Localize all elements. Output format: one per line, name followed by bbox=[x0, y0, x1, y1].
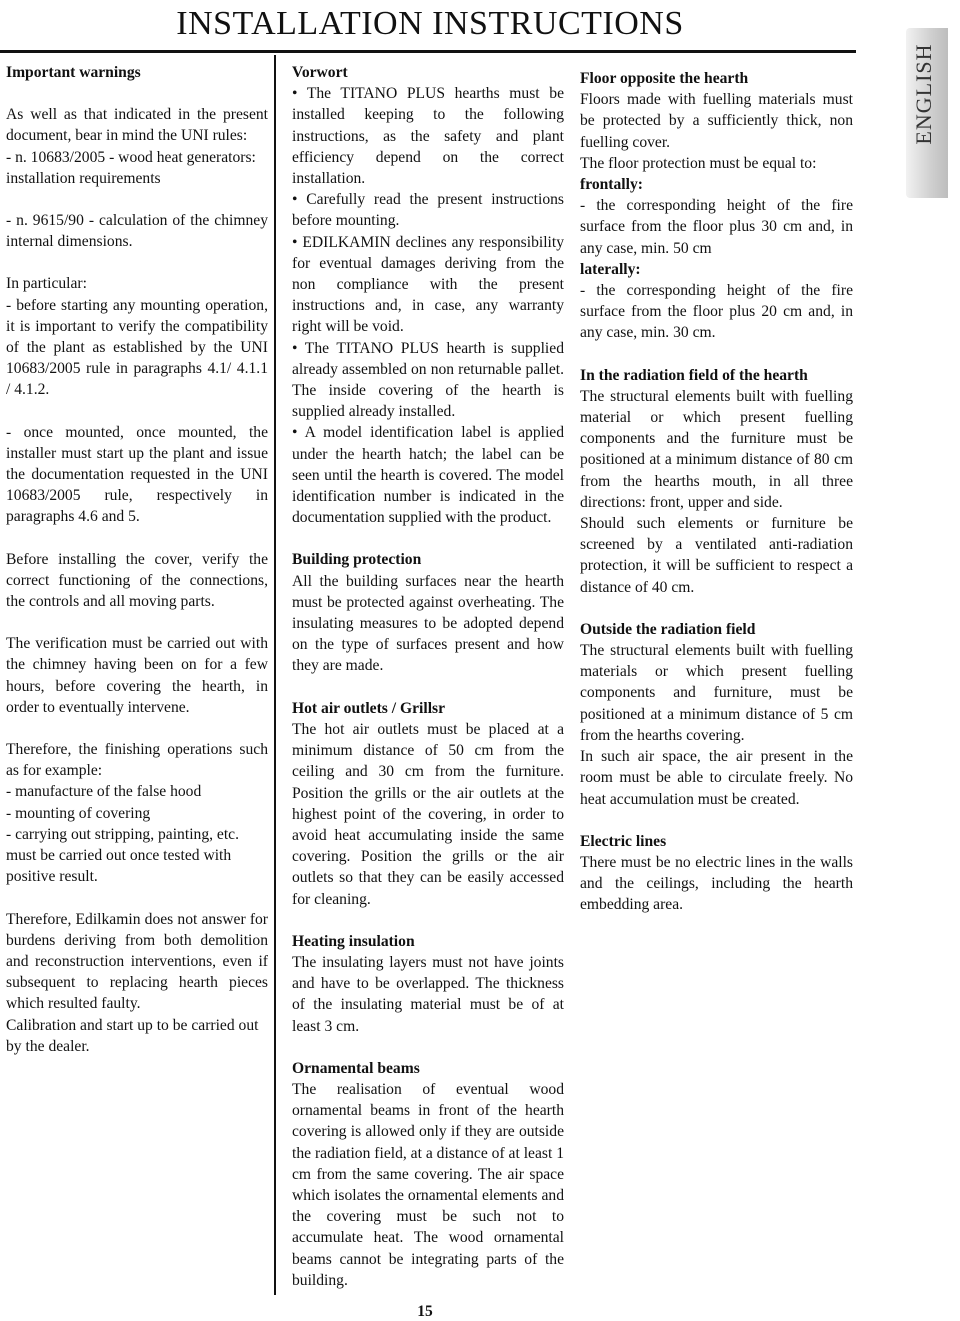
paragraph: The floor protection must be equal to: bbox=[580, 154, 817, 172]
subheading-frontally: frontally: bbox=[580, 176, 643, 194]
paragraph: Therefore, the finishing operations such as for example: bbox=[6, 741, 268, 780]
column-divider bbox=[274, 55, 276, 1295]
paragraph: - the corresponding height of the fire surface from the floor plus 30 cm and, in any case, min. 50 cm bbox=[580, 197, 853, 257]
section-heading-building-protection: Building protection bbox=[292, 551, 422, 569]
paragraph: Should such elements or furniture be screened by a ventilated anti-radiation protection, it will be sufficient to respect a distance of 40 cm. bbox=[580, 515, 853, 596]
bullet-item: • A model identification label is applied under the hearth hatch; the label can be seen until the hearth is covered. The model identification number is indicated in the documentation supplied with the product. bbox=[292, 424, 564, 527]
paragraph: The structural elements built with fuelling materials or which present fuelling components and furniture, must be positioned at a minimum distance of 5 cm from the hearths covering. bbox=[580, 642, 853, 744]
paragraph: must be carried out once tested with positive result. bbox=[6, 847, 232, 886]
paragraph: In such air space, the air present in the room must be able to circulate freely. No heat accumulation must be created. bbox=[580, 748, 853, 808]
bullet-item: • The TITANO PLUS hearth is supplied already assembled on non returnable pallet. The inside covering of the hearth is supplied already installed. bbox=[292, 339, 564, 421]
page-number: 15 bbox=[417, 1303, 433, 1320]
paragraph: The realisation of eventual wood ornamental beams in front of the hearth covering is allowed only if they are outside the radiation field, at a distance of at least 1 cm from the same covering. The air space which isolates the ornamental elements and the covering must be such not to accumulate heat. The wood ornamental beams cannot be integrating parts of the building. bbox=[292, 1080, 564, 1289]
title-bar bbox=[0, 0, 856, 53]
paragraph: - n. 10683/2005 - wood heat generators: installation requirements bbox=[6, 148, 256, 187]
paragraph: The verification must be carried out with the chimney having been on for a few hours, before covering the hearth, in order to eventually intervene. bbox=[6, 635, 268, 716]
page-title: INSTALLATION INSTRUCTIONS bbox=[176, 5, 684, 42]
bullet-item: • The TITANO PLUS hearths must be installed keeping to the following instructions, as the safety and plant efficiency depend on the correct installation. bbox=[292, 85, 564, 188]
section-heading-heating-insulation: Heating insulation bbox=[292, 932, 415, 950]
paragraph: There must be no electric lines in the walls and the ceilings, including the hearth embedding area. bbox=[580, 853, 853, 914]
list-item: - carrying out stripping, painting, etc. bbox=[6, 825, 239, 843]
paragraph: All the building surfaces near the hearth must be protected against overheating. The insulating measures to be adopted depend on the type of surfaces present and how they are made. bbox=[292, 572, 564, 675]
paragraph: The hot air outlets must be placed at a minimum distance of 50 cm from the ceiling and 30 cm from the furniture. Position the grills or the air outlets at the highest point of the covering, in order to avoid heat accumulating inside the same covering. Position the grills or the air outlets so that they can be easily accessed for cleaning. bbox=[292, 720, 564, 908]
section-heading-floor-opposite-hearth: Floor opposite the hearth bbox=[580, 70, 749, 87]
paragraph: - once mounted, once mounted, the installer must start up the plant and issue the documentation requested in the UNI 10683/2005 rule, respectively in paragraphs 4.6 and 5. bbox=[6, 423, 268, 526]
bullet-item: • Carefully read the present instructions before mounting. bbox=[292, 191, 564, 230]
list-item: - manufacture of the false hood bbox=[6, 783, 202, 801]
paragraph: Calibration and start up to be carried out by the dealer. bbox=[6, 1016, 259, 1055]
paragraph: The structural elements built with fuelling material or which present fuelling components and the furniture must be positioned at a minimum distance of 80 cm from the hearths mouth, in all three directions: front, upper and side. bbox=[580, 387, 853, 511]
column-warnings bbox=[6, 62, 268, 1057]
paragraph: As well as that indicated in the present document, bear in mind the UNI rules: bbox=[6, 106, 268, 145]
section-heading-ornamental-beams: Ornamental beams bbox=[292, 1059, 420, 1077]
section-heading-electric-lines: Electric lines bbox=[580, 832, 667, 850]
bullet-item: • EDILKAMIN declines any responsibility for eventual damages deriving from the non compliance with the present instructions and, in case, any warranty right will be void. bbox=[292, 233, 564, 336]
language-tab bbox=[906, 28, 948, 198]
paragraph: Floors made with fuelling materials must be protected by a sufficiently thick, non fuelling cover. bbox=[580, 91, 853, 151]
language-tab-label: ENGLISH bbox=[911, 43, 936, 145]
column-floor-and-clearances bbox=[580, 68, 853, 916]
column-preface bbox=[292, 62, 564, 1291]
section-heading-radiation-field: In the radiation field of the hearth bbox=[580, 366, 808, 384]
section-heading-important-warnings: Important warnings bbox=[6, 64, 141, 81]
section-heading-outside-radiation-field: Outside the radiation field bbox=[580, 620, 756, 638]
paragraph: - the corresponding height of the fire surface from the floor plus 20 cm and, in any case, min. 30 cm. bbox=[580, 282, 853, 342]
paragraph: Before installing the cover, verify the correct functioning of the connections, the controls and all moving parts. bbox=[6, 550, 268, 611]
paragraph: - n. 9615/90 - calculation of the chimney internal dimensions. bbox=[6, 212, 268, 251]
paragraph: - before starting any mounting operation, it is important to verify the compatibility of the plant as established by the UNI 10683/2005 rule in paragraphs 4.1/ 4.1.1 / 4.1.2. bbox=[6, 296, 268, 399]
paragraph: In particular: bbox=[6, 275, 87, 293]
section-heading-hot-air-outlets: Hot air outlets / Grillsr bbox=[292, 699, 446, 717]
list-item: - mounting of covering bbox=[6, 804, 151, 822]
section-heading-vorwort: Vorwort bbox=[292, 64, 348, 81]
paragraph: The insulating layers must not have joints and have to be overlapped. The thickness of the insulating material must be of at least 3 cm. bbox=[292, 953, 564, 1035]
paragraph: Therefore, Edilkamin does not answer for burdens deriving from both demolition and reconstruction interventions, even if subsequent to replacing hearth pieces which resulted faulty. bbox=[6, 910, 268, 1013]
subheading-laterally: laterally: bbox=[580, 260, 641, 278]
